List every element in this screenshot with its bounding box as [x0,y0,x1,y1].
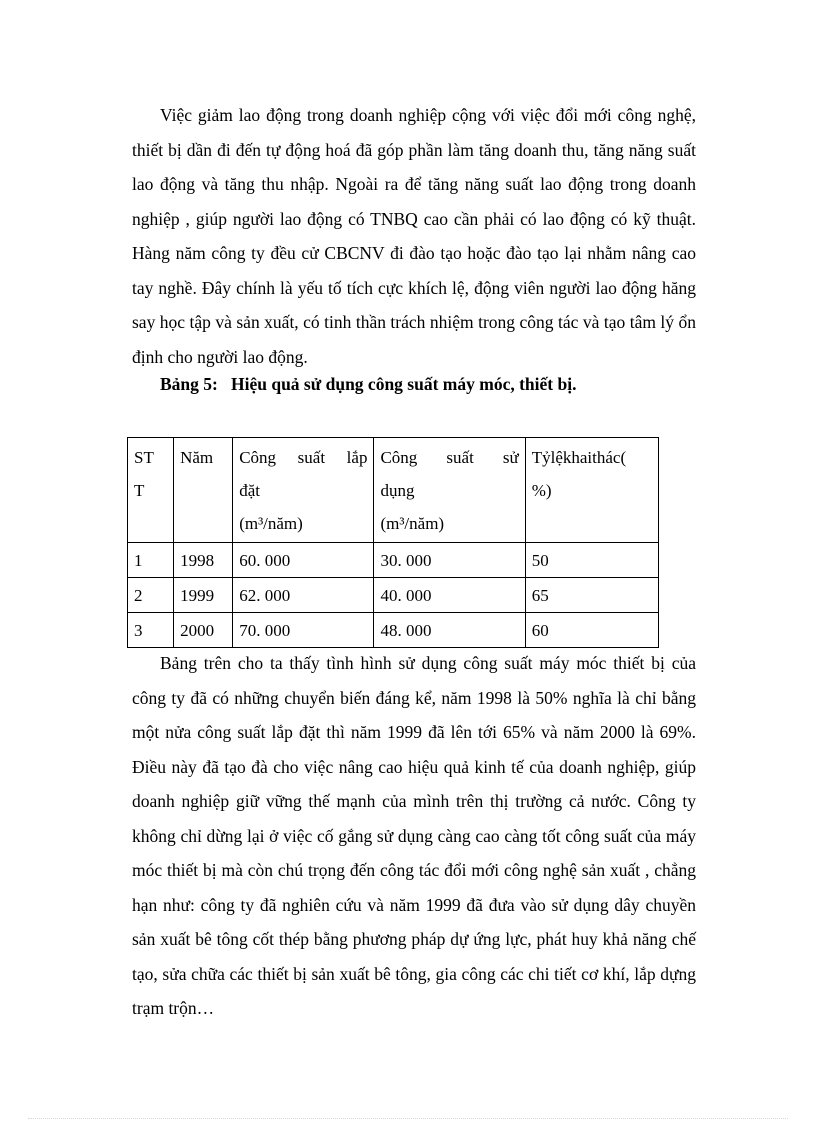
cell-stt: 2 [128,578,174,613]
cell-rate: 60 [525,613,658,648]
table-header-row [128,438,659,543]
cell-installed: 60. 000 [233,543,374,578]
header-utilization-rate: Tỷlệkhaithác( %) [525,438,658,543]
header-year: Năm [174,438,233,543]
header-used-capacity: Công suất sử dụng (m³/năm) [374,438,525,543]
cell-installed: 70. 000 [233,613,374,648]
cell-used: 48. 000 [374,613,525,648]
cell-installed: 62. 000 [233,578,374,613]
table-caption: Bảng 5: Hiệu quả sử dụng công suất máy móc, thiết bị. [160,374,577,394]
table-row [128,578,659,613]
paragraph-labor-productivity: Việc giảm lao động trong doanh nghiệp cộng với việc đổi mới công nghệ, thiết bị dần đi đến tự động hoá đã góp phần làm tăng doanh thu, tăng năng suất lao động và tăng thu nhập. Ngoài ra để tăng năng suất lao động trong doanh nghiệp , giúp người lao động có TNBQ cao cần phải có lao động có kỹ thuật. Hàng năm công ty đều cử CBCNV đi đào tạo hoặc đào tạo lại nhằm nâng cao tay nghề. Đây chính là yếu tố tích cực khích lệ, động viên người lao động hăng say học tập và sản xuất, có tinh thần trách nhiệm trong công tác và tạo tâm lý ổn định cho người lao động. [132,105,696,367]
cell-used: 40. 000 [374,578,525,613]
page-bottom-divider [28,1118,788,1119]
equipment-capacity-table [127,437,659,648]
header-stt: ST T [128,438,174,543]
cell-year: 1999 [174,578,233,613]
cell-stt: 1 [128,543,174,578]
table-row [128,613,659,648]
cell-used: 30. 000 [374,543,525,578]
paragraph-capacity-analysis: Bảng trên cho ta thấy tình hình sử dụng công suất máy móc thiết bị của công ty đã có những chuyển biến đáng kể, năm 1998 là 50% nghĩa là chỉ bằng một nửa công suất lắp đặt thì năm 1999 đã lên tới 65% và năm 2000 là 69%. Điều này đã tạo đà cho việc nâng cao hiệu quả kinh tế của doanh nghiệp, giúp doanh nghiệp giữ vững thế mạnh của mình trên thị trường cả nước. Công ty không chỉ dừng lại ở việc cố gắng sử dụng càng cao càng tốt công suất của máy móc thiết bị mà còn chú trọng đến công tác đổi mới công nghệ sản xuất , chẳng hạn như: công ty đã nghiên cứu và năm 1999 đã đưa vào sử dụng dây chuyền sản xuất bê tông cốt thép bằng phương pháp dự ứng lực, phát huy khả năng chế tạo, sửa chữa các thiết bị sản xuất bê tông, gia công các chi tiết cơ khí, lắp dựng trạm trộn… [132,653,696,1018]
cell-stt: 3 [128,613,174,648]
cell-year: 1998 [174,543,233,578]
table-row [128,543,659,578]
cell-year: 2000 [174,613,233,648]
cell-rate: 65 [525,578,658,613]
header-installed-capacity: Công suất lắp đặt (m³/năm) [233,438,374,543]
cell-rate: 50 [525,543,658,578]
